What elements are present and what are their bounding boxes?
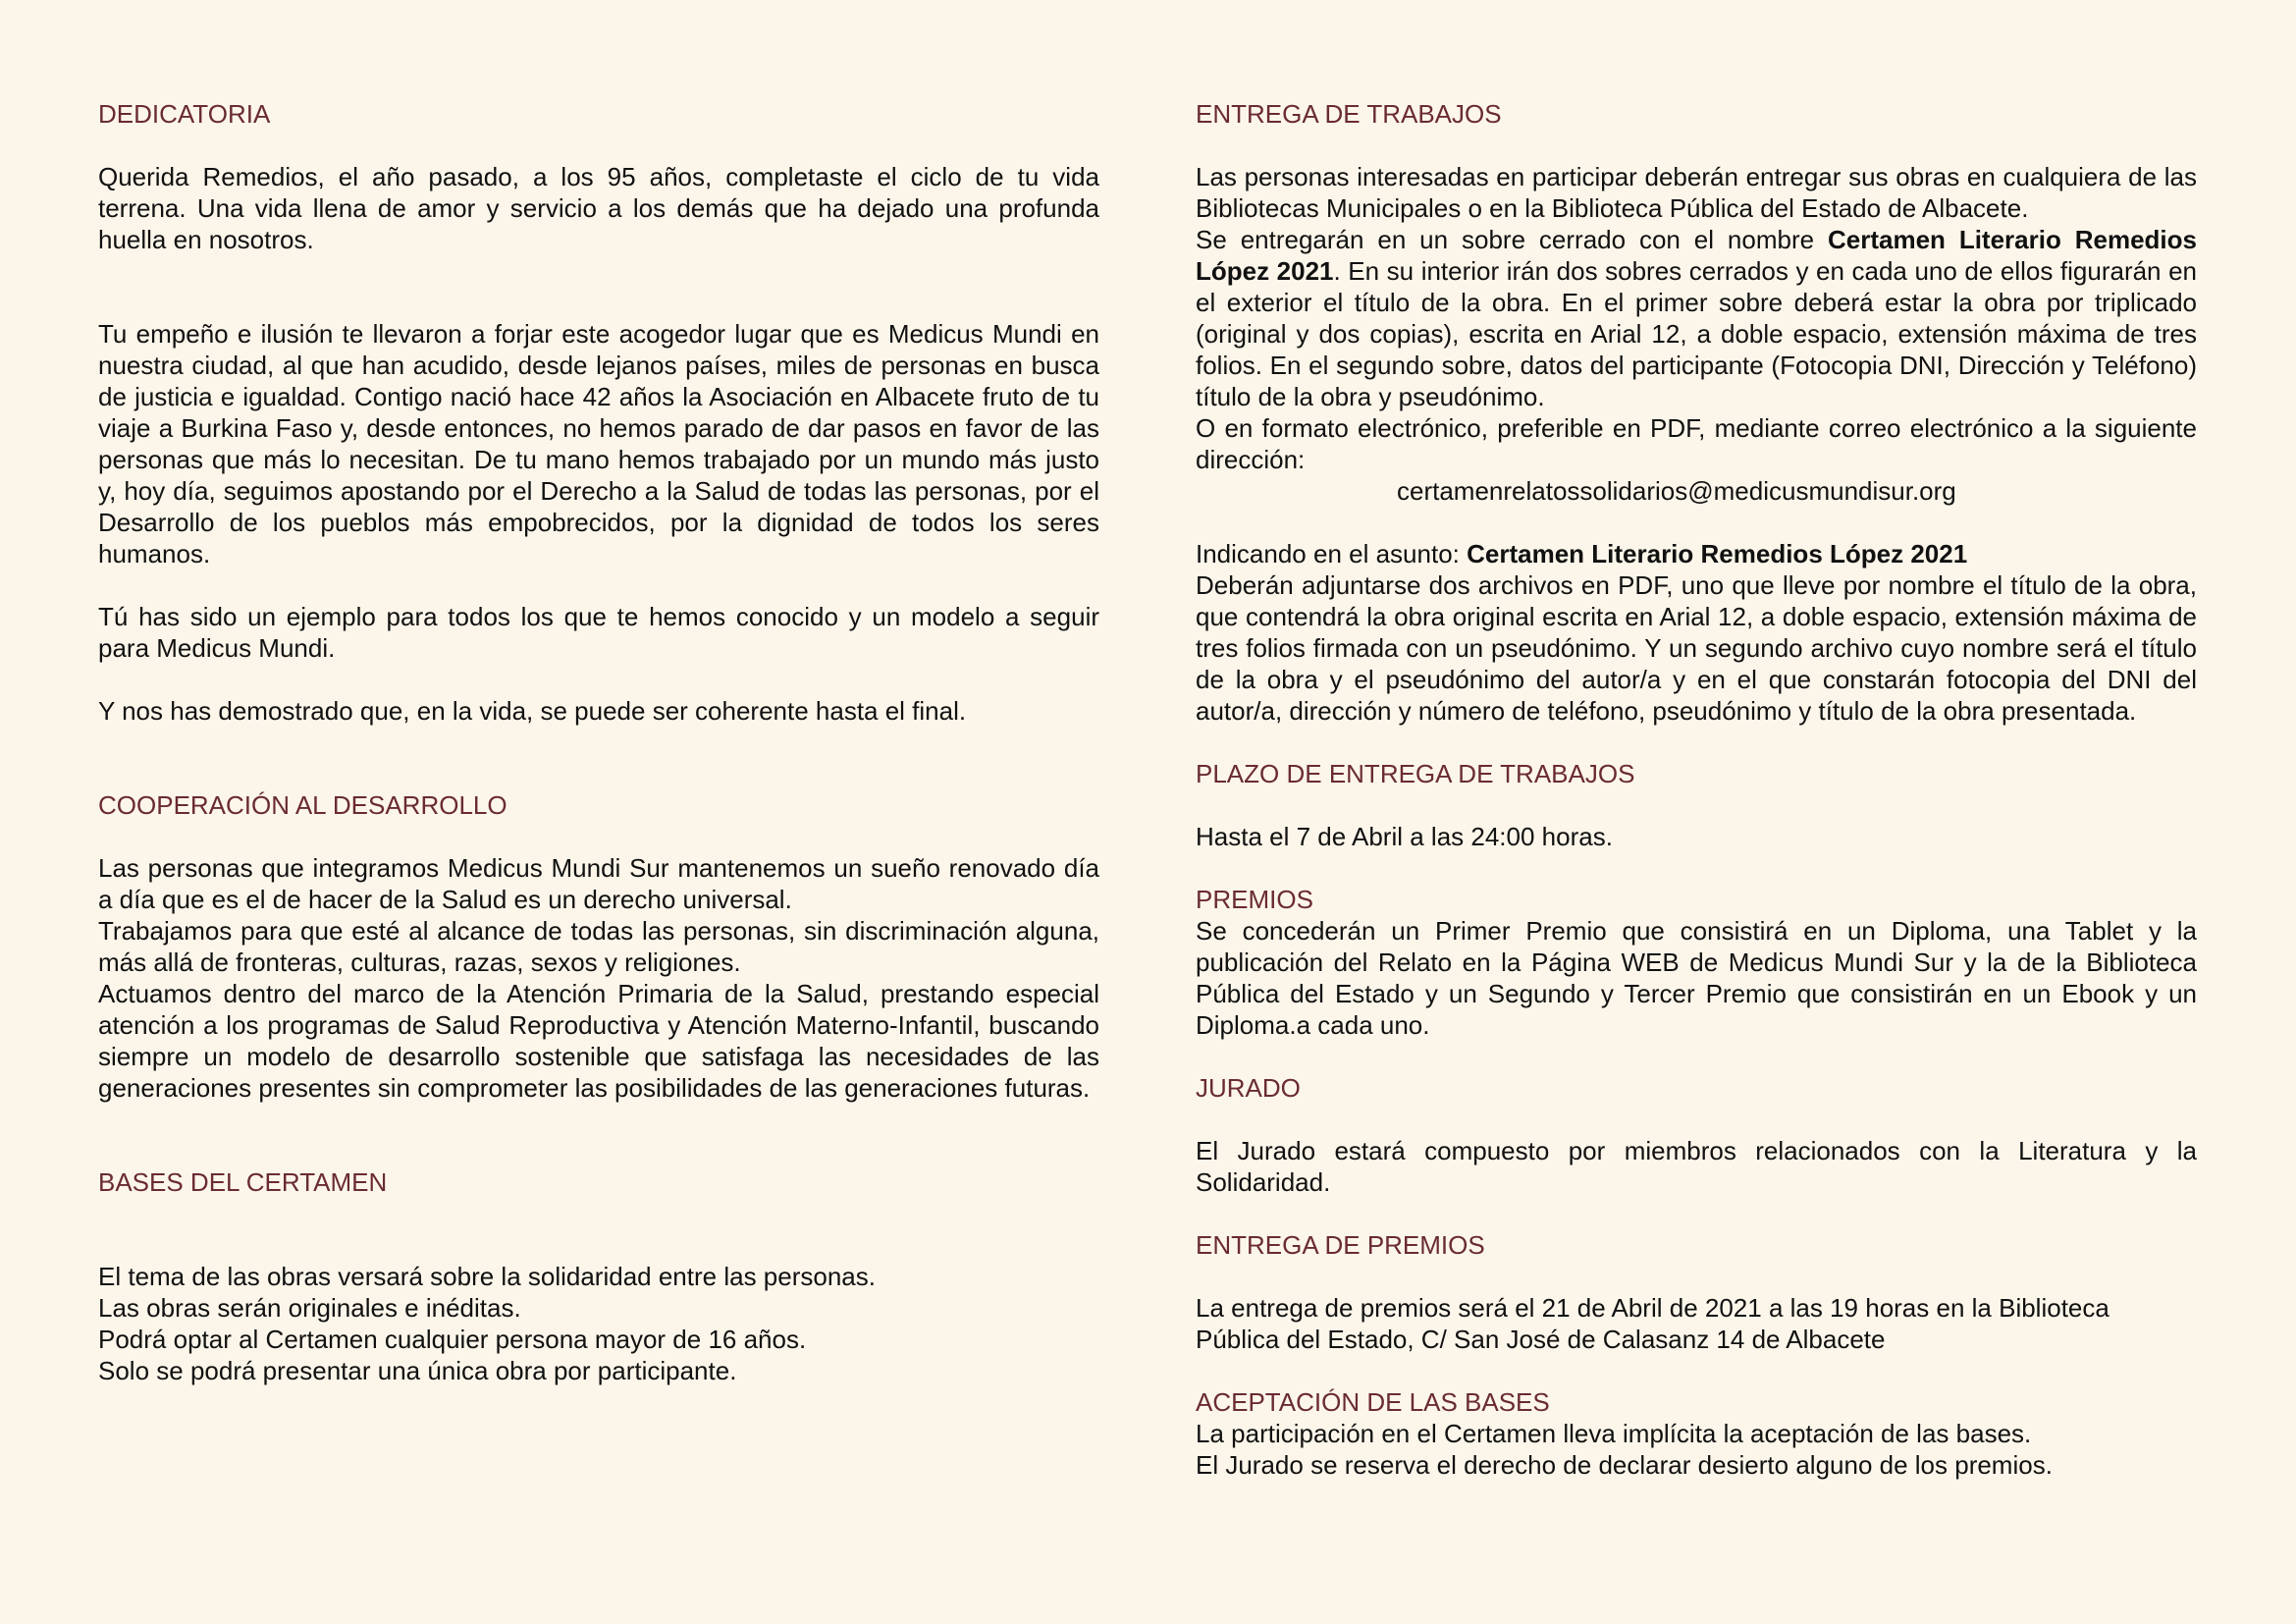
jurado-paragraph: El Jurado estará compuesto por miembros relacionados con la Literatura y la Solidaridad.	[1196, 1136, 2197, 1197]
jurado-heading: JURADO	[1196, 1073, 1301, 1103]
entrega-paragraph-2	[1196, 224, 2197, 412]
entrega-p4-certamen-name: Certamen Literario Remedios López 2021	[1467, 539, 1968, 568]
aceptacion-line-1: La participación en el Certamen lleva implícita la aceptación de las bases.	[1196, 1419, 2032, 1448]
entrega-p4-text: Indicando en el asunto:	[1196, 539, 1468, 568]
entrega-paragraph-4	[1196, 538, 2197, 569]
aceptacion-heading: ACEPTACIÓN DE LAS BASES	[1196, 1387, 1550, 1417]
cooperacion-paragraph-3: Actuamos dentro del marco de la Atención Primaria de la Salud, prestando especial atención a los programas de Salud Reproductiva y Atención Materno-Infantil, buscando siempre un modelo de desarrollo sostenible que satisfaga las necesidades de las generaciones presentes sin comprometer las posibilidades de las generaciones futuras.	[98, 979, 1099, 1103]
bases-line-2: Las obras serán originales e inéditas.	[98, 1293, 521, 1323]
dedicatoria-paragraph-3: Tú has sido un ejemplo para todos los que te hemos conocido y un modelo a seguir para Medicus Mundi.	[98, 602, 1099, 663]
entrega-p2-text-b: . En su interior irán dos sobres cerrados y en cada uno de ellos figurarán en el exterior el título de la obra. En el primer sobre deberá estar la obra por triplicado (original y dos copias), escrita en Arial 12, a doble espacio, extensión máxima de tres folios. En el segundo sobre, datos del participante (Fotocopia DNI, Dirección y Teléfono) título de la obra y pseudónimo.	[1196, 256, 2198, 411]
bases-line-3: Podrá optar al Certamen cualquier persona mayor de 16 años.	[98, 1325, 807, 1354]
aceptacion-line-2: El Jurado se reserva el derecho de declarar desierto alguno de los premios.	[1196, 1450, 2053, 1480]
entrega-premios-paragraph: La entrega de premios será el 21 de Abril de 2021 a las 19 horas en la Biblioteca Pública del Estado, C/ San José de Calasanz 14 de Albacete	[1196, 1293, 2109, 1354]
dedicatoria-heading: DEDICATORIA	[98, 99, 271, 129]
dedicatoria-paragraph-4: Y nos has demostrado que, en la vida, se puede ser coherente hasta el final.	[98, 696, 967, 726]
bases-line-1: El tema de las obras versará sobre la solidaridad entre las personas.	[98, 1262, 876, 1291]
entrega-email: certamenrelatossolidarios@medicusmundisur.org	[1397, 476, 1956, 506]
bases-line-4: Solo se podrá presentar una única obra por participante.	[98, 1356, 737, 1385]
entrega-premios-heading: ENTREGA DE PREMIOS	[1196, 1230, 1485, 1260]
dedicatoria-paragraph-2: Tu empeño e ilusión te llevaron a forjar este acogedor lugar que es Medicus Mundi en nuestra ciudad, al que han acudido, desde lejanos países, miles de personas en busca de justicia e igualdad. Contigo nació hace 42 años la Asociación en Albacete fruto de tu viaje a Burkina Faso y, desde entonces, no hemos parado de dar pasos en favor de las personas que más lo necesitan. De tu mano hemos trabajado por un mundo más justo y, hoy día, seguimos apostando por el Derecho a la Salud de todas las personas, por el Desarrollo de los pueblos más empobrecidos, por la dignidad de todos los seres humanos.	[98, 319, 1099, 568]
entrega-paragraph-5: Deberán adjuntarse dos archivos en PDF, uno que lleve por nombre el título de la obra, que contendrá la obra original escrita en Arial 12, a doble espacio, extensión máxima de tres folios firmada con un pseudónimo. Y un segundo archivo cuyo nombre será el título de la obra y el pseudónimo del autor/a y en el que constarán fotocopia del DNI del autor/a, dirección y número de teléfono, pseudónimo y título de la obra presentada.	[1196, 570, 2197, 726]
premios-paragraph: Se concederán un Primer Premio que consistirá en un Diploma, una Tablet y la publicación del Relato en la Página WEB de Medicus Mundi Sur y la de la Biblioteca Pública del Estado y un Segundo y Tercer Premio que consistirán en un Ebook y un Diploma.a cada uno.	[1196, 916, 2197, 1040]
entrega-heading: ENTREGA DE TRABAJOS	[1196, 99, 1502, 129]
cooperacion-heading: COOPERACIÓN AL DESARROLLO	[98, 790, 507, 820]
left-column	[98, 98, 1099, 1386]
right-column	[1196, 98, 2197, 1481]
bases-heading: BASES DEL CERTAMEN	[98, 1167, 388, 1197]
premios-heading: PREMIOS	[1196, 885, 1313, 914]
dedicatoria-paragraph-1: Querida Remedios, el año pasado, a los 95 años, completaste el ciclo de tu vida terrena. Una vida llena de amor y servicio a los demás que ha dejado una profunda huella en nosotros.	[98, 162, 1099, 254]
plazo-paragraph: Hasta el 7 de Abril a las 24:00 horas.	[1196, 822, 1613, 851]
entrega-p2-certamen-name: Certamen Literario Remedios López 2021	[1196, 225, 2197, 286]
entrega-paragraph-1: Las personas interesadas en participar deberán entregar sus obras en cualquiera de las Bibliotecas Municipales o en la Biblioteca Pública del Estado de Albacete.	[1196, 162, 2197, 223]
plazo-heading: PLAZO DE ENTREGA DE TRABAJOS	[1196, 759, 1635, 788]
entrega-paragraph-3: O en formato electrónico, preferible en PDF, mediante correo electrónico a la siguiente dirección:	[1196, 413, 2197, 474]
entrega-p2-text-a: Se entregarán en un sobre cerrado con el nombre	[1196, 225, 1828, 254]
cooperacion-paragraph-1: Las personas que integramos Medicus Mundi Sur mantenemos un sueño renovado día a día que es el de hacer de la Salud es un derecho universal.	[98, 853, 1099, 914]
cooperacion-paragraph-2: Trabajamos para que esté al alcance de todas las personas, sin discriminación alguna, más allá de fronteras, culturas, razas, sexos y religiones.	[98, 916, 1099, 977]
